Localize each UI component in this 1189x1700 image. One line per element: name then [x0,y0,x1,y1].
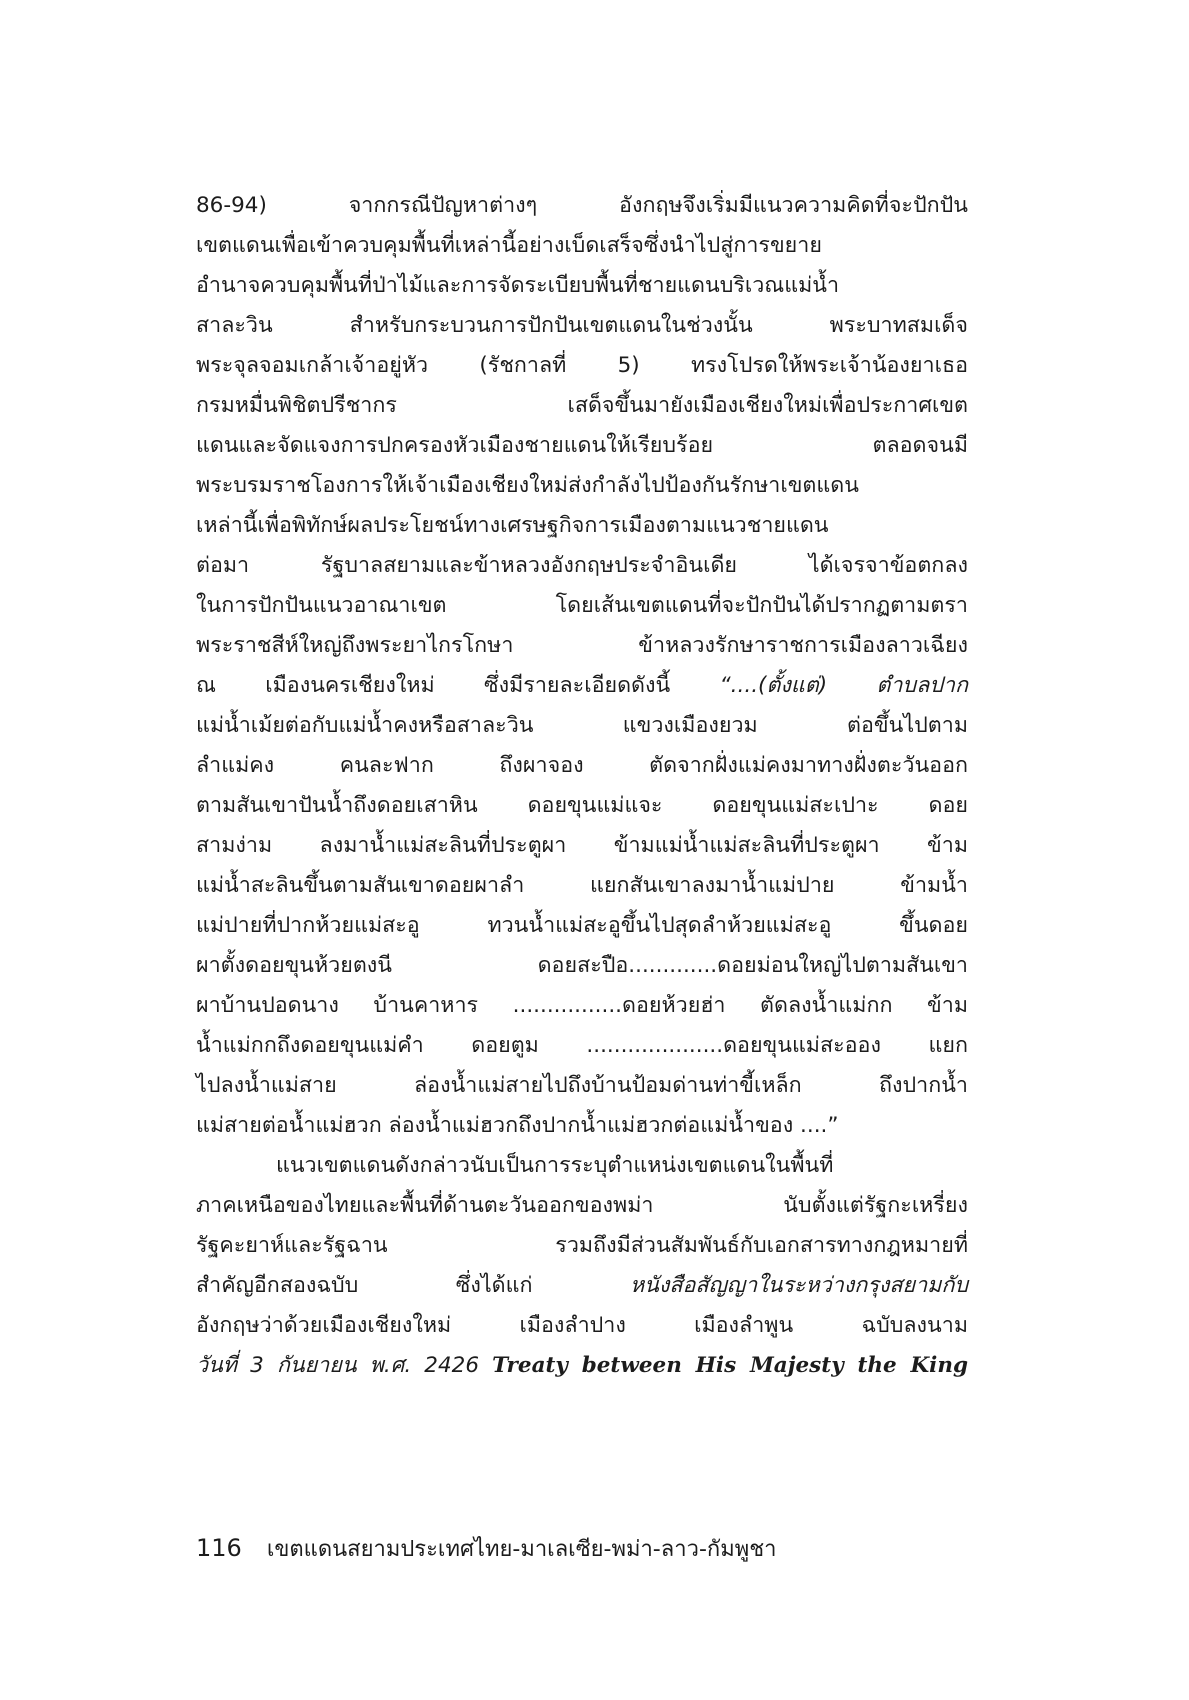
text-line: เขตแดนเพื่อเข้าควบคุมพื้นที่เหล่านี้อย่างเบ็ดเสร็จซึ่งนำไปสู่การขยาย [196,233,822,258]
quote-line: แม่ปายที่ปากห้วยแม่สะอู ทวนน้ำแม่สะอูขึ้นไปสุดลำห้วยแม่สะอู ขึ้นดอย [196,913,968,938]
quote-line: ไปลงน้ำแม่สาย ล่องน้ำแม่สายไปถึงบ้านป้อมด่านท่าขี้เหล็ก ถึงปากน้ำ [196,1073,968,1098]
text-line-italic-start [196,1266,968,1306]
text-line: กรมหมื่นพิชิตปรีชากร เสด็จขึ้นมายังเมืองเชียงใหม่เพื่อประกาศเขต [196,393,968,418]
text-line: ในการปักปันแนวอาณาเขต โดยเส้นเขตแดนที่จะปักปันได้ปรากฏตามตรา [196,593,968,618]
text-line: เหล่านี้เพื่อพิทักษ์ผลประโยชน์ทางเศรษฐกิจการเมืองตามแนวชายแดน [196,513,829,538]
quote-line: ลำแม่คง คนละฟาก ถึงผาจอง ตัดจากฝั่งแม่คงมาทางฝั่งตะวันออก [196,753,968,778]
text-line: ภาคเหนือของไทยและพื้นที่ด้านตะวันออกของพม่า นับตั้งแต่รัฐกะเหรี่ยง [196,1193,968,1218]
treaty-title-start: หนังสือสัญญาในระหว่างกรุงสยามกับ [629,1273,968,1298]
text-line-quote-start [196,666,968,706]
treaty-title-line: อังกฤษว่าด้วยเมืองเชียงใหม่ เมืองลำปาง เมืองลำพูน ฉบับลงนาม [196,1313,968,1338]
quote-line: แม่น้ำเม้ยต่อกับแม่น้ำคงหรือสาละวิน แขวงเมืองยวม ต่อขึ้นไปตาม [196,713,968,738]
text-line: พระราชสีห์ใหญ่ถึงพระยาไกรโกษา ข้าหลวงรักษาราชการเมืองลาวเฉียง [196,633,968,658]
running-footer-title: เขตแดนสยามประเทศไทย-มาเลเซีย-พม่า-ลาว-กัมพูชา [266,1537,777,1562]
paragraph-first-line: แนวเขตแดนดังกล่าวนับเป็นการระบุตำแหน่งเขตแดนในพื้นที่ [276,1153,834,1178]
treaty-date: วันที่ 3 กันยายน พ.ศ. 2426 [196,1353,479,1378]
treaty-date-line [196,1346,968,1386]
english-treaty-title: Treaty between His Majesty the King [492,1353,968,1378]
text-line: 86-94) จากกรณีปัญหาต่างๆ อังกฤษจึงเริ่มมีแนวความคิดที่จะปักปัน [196,193,968,218]
page-number: 116 [196,1534,242,1562]
quote-line: สามง่าม ลงมาน้ำแม่สะลินที่ประตูผา ข้ามแม่น้ำแม่สะลินที่ประตูผา ข้าม [196,833,968,858]
text-line: พระบรมราชโองการให้เจ้าเมืองเชียงใหม่ส่งกำลังไปป้องกันรักษาเขตแดน [196,473,859,498]
quote-line: แม่สายต่อน้ำแม่ฮวก ล่องน้ำแม่ฮวกถึงปากน้ำแม่ฮวกต่อแม่น้ำของ ....” [196,1113,839,1138]
text-line: สาละวิน สำหรับกระบวนการปักปันเขตแดนในช่วงนั้น พระบาทสมเด็จ [196,313,968,338]
page-footer [196,1530,777,1566]
text-line: พระจุลจอมเกล้าเจ้าอยู่หัว (รัชกาลที่ 5) ทรงโปรดให้พระเจ้าน้องยาเธอ [196,353,968,378]
body-text [196,186,968,1386]
quote-line: ตามสันเขาปันน้ำถึงดอยเสาหิน ดอยขุนแม่แจะ ดอยขุนแม่สะเปาะ ดอย [196,793,968,818]
quote-line: ผาบ้านปอดนาง บ้านคาหาร ................ดอยห้วยฮ่า ตัดลงน้ำแม่กก ข้าม [196,993,968,1018]
quote-line: น้ำแม่กกถึงดอยขุนแม่คำ ดอยตูม ....................ดอยขุนแม่สะออง แยก [196,1033,968,1058]
quote-line: แม่น้ำสะลินขึ้นตามสันเขาดอยผาลำ แยกสันเขาลงมาน้ำแม่ปาย ข้ามน้ำ [196,873,968,898]
text-line: อำนาจควบคุมพื้นที่ป่าไม้และการจัดระเบียบพื้นที่ชายแดนบริเวณแม่น้ำ [196,273,840,298]
quote-opening: “....(ตั้งแต่) ตำบลปาก [719,673,968,698]
text-line: ต่อมา รัฐบาลสยามและข้าหลวงอังกฤษประจำอินเดีย ได้เจรจาข้อตกลง [196,553,968,578]
text-line: รัฐคะยาห์และรัฐฉาน รวมถึงมีส่วนสัมพันธ์กับเอกสารทางกฎหมายที่ [196,1233,968,1258]
line-text: สำคัญอีกสองฉบับ ซึ่งได้แก่ [196,1273,533,1298]
quote-line: ผาตั้งดอยขุนห้วยตงนี ดอยสะปือ.............ดอยม่อนใหญ่ไปตามสันเขา [196,953,968,978]
line-text: ณ เมืองนครเชียงใหม่ ซึ่งมีรายละเอียดดังนี้ [196,673,671,698]
text-line: แดนและจัดแจงการปกครองหัวเมืองชายแดนให้เรียบร้อย ตลอดจนมี [196,433,968,458]
